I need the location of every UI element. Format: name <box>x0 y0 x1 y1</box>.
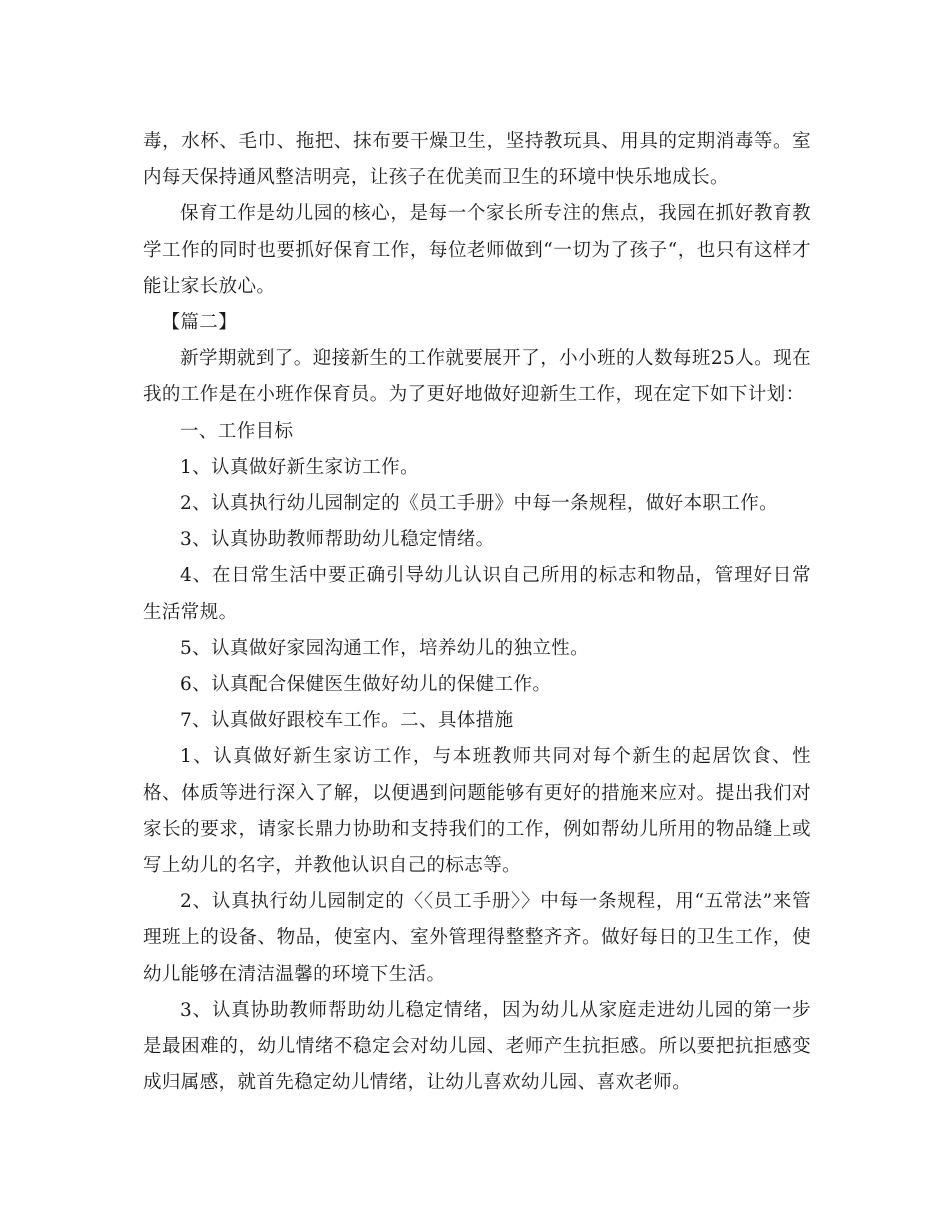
goal-item-3: 3、认真协助教师帮助幼儿稳定情绪。 <box>180 529 495 551</box>
goal-item-5: 5、认真做好家园沟通工作，培养幼儿的独立性。 <box>180 637 590 659</box>
measure-item-1: 1、认真做好新生家访工作，与本班教师共同对每个新生的起居饮食、性格、体质等进行深入了解，以便遇到问题能够有更好的措施来应对。提出我们对家长的要求，请家长鼎力协助和支持我们的工作，例如帮幼儿所用的物品缝上或写上幼儿的名字，并教他认识自己的标志等。 <box>143 746 811 877</box>
paragraph-new-semester: 新学期就到了。迎接新生的工作就要展开了，小小班的人数每班25人。现在我的工作是在小班作保育员。为了更好地做好迎新生工作，现在定下如下计划： <box>143 348 811 406</box>
goal-item-7: 7、认真做好跟校车工作。二、具体措施 <box>180 710 514 732</box>
goal-item-6: 6、认真配合保健医生做好幼儿的保健工作。 <box>180 674 552 696</box>
goal-item-1: 1、认真做好新生家访工作。 <box>180 456 419 478</box>
paragraph-nursing-core: 保育工作是幼儿园的核心，是每一个家长所专注的焦点，我园在抓好教育教学工作的同时也要抓好保育工作，每位老师做到“一切为了孩子“，也只有这样才能让家长放心。 <box>143 203 811 297</box>
document-body <box>143 124 811 1101</box>
heading-work-goals: 一、工作目标 <box>180 420 294 442</box>
goal-item-4: 4、在日常生活中要正确引导幼儿认识自己所用的标志和物品，管理好日常生活常规。 <box>143 565 811 623</box>
measure-item-3: 3、认真协助教师帮助幼儿稳定情绪，因为幼儿从家庭走进幼儿园的第一步是最困难的，幼儿情绪不稳定会对幼儿园、老师产生抗拒感。所以要把抗拒感变成归属感，就首先稳定幼儿情绪，让幼儿喜欢幼儿园、喜欢老师。 <box>143 999 811 1094</box>
section-heading-part-two: 【篇二】 <box>161 312 238 334</box>
paragraph-continued: 毒，水杯、毛巾、拖把、抹布要干燥卫生，坚持教玩具、用具的定期消毒等。室内每天保持通风整洁明亮，让孩子在优美而卫生的环境中快乐地成长。 <box>143 131 811 189</box>
measure-item-2: 2、认真执行幼儿园制定的〈〈员工手册〉〉中每一条规程，用“五常法”来管理班上的设备、物品，使室内、室外管理得整整齐齐。做好每日的卫生工作，使幼儿能够在清洁温馨的环境下生活。 <box>143 891 811 985</box>
goal-item-2: 2、认真执行幼儿园制定的《员工手册》中每一条规程，做好本职工作。 <box>180 493 779 515</box>
